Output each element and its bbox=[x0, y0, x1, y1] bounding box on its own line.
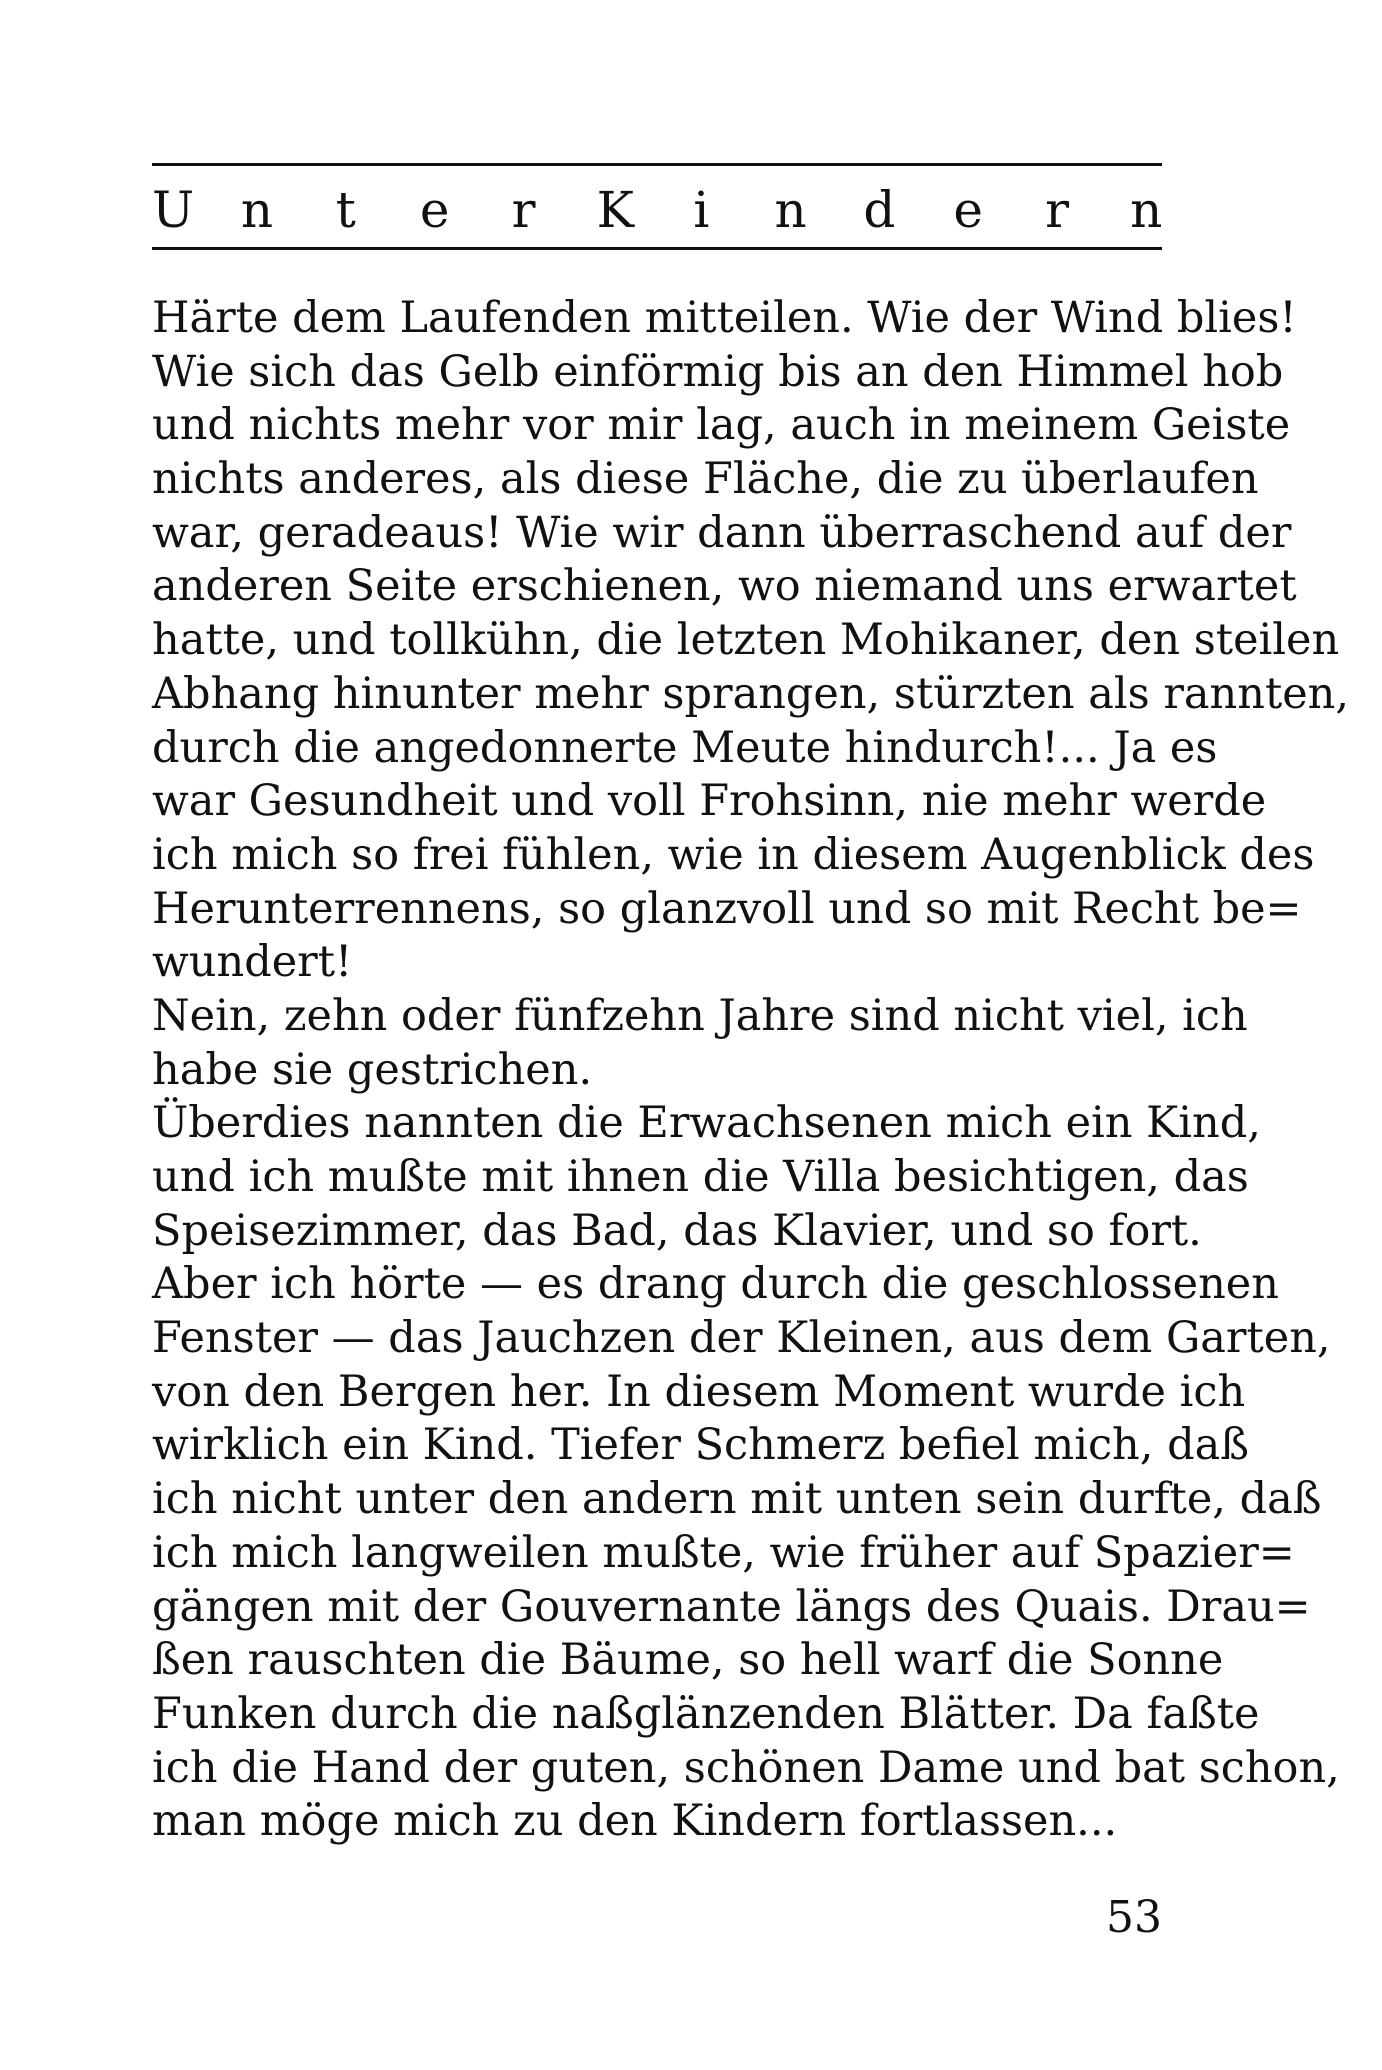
text-line: Herunterrennens, so glanzvoll und so mit Recht be= bbox=[152, 883, 1302, 934]
text-line: wirklich ein Kind. Tiefer Schmerz befiel mich, daß bbox=[152, 1420, 1249, 1471]
running-head-letter: n bbox=[240, 181, 274, 239]
header-rule-bottom bbox=[152, 247, 1162, 250]
text-line: Härte dem Laufenden mitteilen. Wie der Wind blies! bbox=[152, 293, 1297, 343]
running-head-letter: i bbox=[693, 181, 710, 239]
paragraph bbox=[152, 1097, 1340, 1849]
text-line: Funken durch die naßglänzenden Blätter. Da faßte bbox=[152, 1688, 1260, 1739]
text-line: durch die angedonnerte Meute hindurch!... Ja es bbox=[152, 722, 1218, 773]
running-head-letter: r bbox=[511, 181, 536, 239]
text-line: Fenster — das Jauchzen der Kleinen, aus dem Garten, bbox=[152, 1313, 1331, 1364]
body-text bbox=[152, 292, 1350, 1849]
text-line: ßen rauschten die Bäume, so hell warf die Sonne bbox=[152, 1635, 1224, 1686]
running-head bbox=[152, 180, 1162, 240]
text-line: und nichts mehr vor mir lag, auch in meinem Geiste bbox=[152, 400, 1291, 451]
text-line: Überdies nannten die Erwachsenen mich ein Kind, bbox=[152, 1098, 1261, 1149]
text-line: Nein, zehn oder fünfzehn Jahre sind nicht viel, ich bbox=[152, 990, 1248, 1041]
text-line: ich mich so frei fühlen, wie in diesem Augenblick des bbox=[152, 829, 1315, 880]
text-line: war, geradeaus! Wie wir dann überraschend auf der bbox=[152, 507, 1292, 558]
running-head-letter: U bbox=[152, 181, 195, 239]
text-line: nichts anderes, als diese Fläche, die zu überlaufen bbox=[152, 454, 1259, 505]
text-line: Abhang hinunter mehr sprangen, stürzten als rannten, bbox=[152, 668, 1350, 719]
text-line: man möge mich zu den Kindern fortlassen... bbox=[152, 1796, 1118, 1847]
text-line: Aber ich hörte — es drang durch die geschlossenen bbox=[152, 1259, 1279, 1310]
paragraph bbox=[152, 292, 1350, 990]
text-line: habe sie gestrichen. bbox=[152, 1044, 593, 1095]
running-head-letter: n bbox=[1130, 181, 1163, 239]
running-head-letter: n bbox=[774, 181, 807, 239]
text-line: gängen mit der Gouvernante längs des Quais. Drau= bbox=[152, 1581, 1311, 1632]
running-head-letter: e bbox=[953, 181, 983, 239]
text-line: war Gesundheit und voll Frohsinn, nie mehr werde bbox=[152, 776, 1267, 827]
page-number: 53 bbox=[1106, 1892, 1162, 1943]
paragraph bbox=[152, 990, 1248, 1097]
running-head-letter: t bbox=[335, 181, 356, 239]
running-head-letter: r bbox=[1045, 181, 1070, 239]
running-head-letter: d bbox=[863, 181, 896, 239]
running-head-letter: K bbox=[596, 181, 634, 239]
text-line: wundert! bbox=[152, 937, 353, 988]
text-line: Wie sich das Gelb einförmig bis an den Himmel hob bbox=[152, 346, 1284, 397]
text-line: von den Bergen her. In diesem Moment wurde ich bbox=[152, 1366, 1246, 1417]
text-line: ich mich langweilen mußte, wie früher auf Spazier= bbox=[152, 1527, 1295, 1578]
text-line: ich die Hand der guten, schönen Dame und bat schon, bbox=[152, 1742, 1340, 1793]
text-line: hatte, und tollkühn, die letzten Mohikaner, den steilen bbox=[152, 615, 1340, 666]
text-line: ich nicht unter den andern mit unten sein durfte, daß bbox=[152, 1474, 1322, 1525]
header-rule-top bbox=[152, 163, 1162, 166]
running-head-letter: e bbox=[419, 181, 450, 239]
text-line: und ich mußte mit ihnen die Villa besichtigen, das bbox=[152, 1152, 1249, 1202]
text-line: anderen Seite erschienen, wo niemand uns erwartet bbox=[152, 561, 1297, 612]
text-line: Speisezimmer, das Bad, das Klavier, und so fort. bbox=[152, 1205, 1202, 1256]
